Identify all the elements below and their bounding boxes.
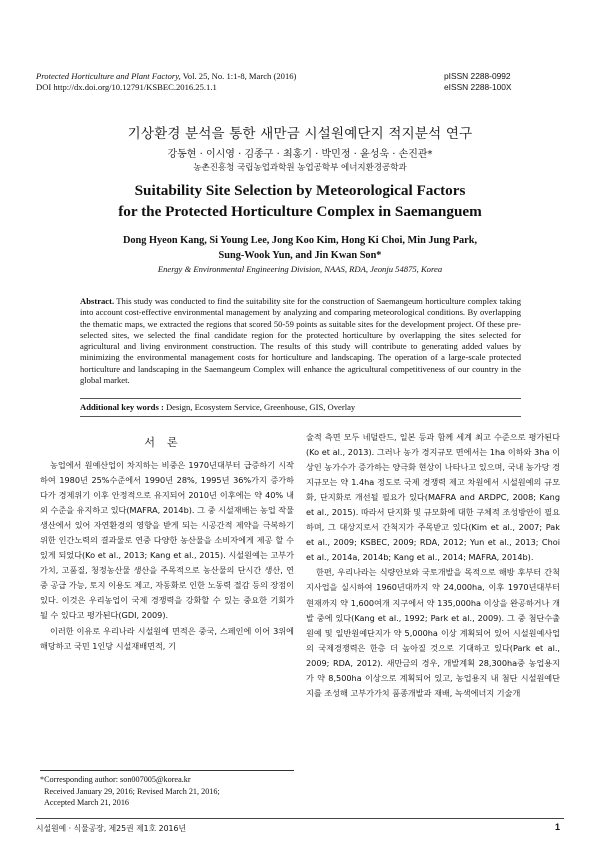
english-title [0, 180, 600, 222]
section-title: 서론 [144, 436, 190, 449]
received-date: Received January 29, 2016; Revised March 21, 2016; [44, 786, 220, 796]
body-paragraph: 한편, 우리나라는 식량안보와 국토개발을 목적으로 해방 후부터 간척지사업을 실시하여 1960년대까지 약 24,000ha, 이후 1970년대부터 현재까지 약 1,600여개 지구에서 약 135,000ha 이상을 완공하거나 개발 중에 있다(Kang et al., 1992; Park et al., 2009). 그 중 첨단수출원예 및 일반원예단지가 약 5,000ha 이상 계획되어 있어 시설원예사업의 국제경쟁력은 한층 더 높아질 것으로 기대하고 있다(Park et al., 2009; RDA, 2012). 새만금의 경우, 개발계획 28,300ha중 농업용지가 약 8,500ha 이상으로 계획되어 있고, 농업용지 내 첨단 시설원예단지를 조성해 고부가가치 품종개발과 재배, 녹색에너지 기술개 [306, 567, 560, 698]
keywords-bottom-rule [80, 416, 521, 417]
journal-name: Protected Horticulture and Plant Factory, [36, 71, 181, 81]
volume-info: Vol. 25, No. 1:1-8, March (2016) [180, 71, 297, 81]
footnote-rule [40, 770, 294, 771]
footer-rule [36, 818, 564, 819]
body-paragraph: 농업에서 원예산업이 차지하는 비중은 1970년대부터 급증하기 시작하여 1980년 25%수준에서 1990년 28%, 1995년 36%가지 증가하다가 경제위기 이후 안정적으로 유지되어 2010년 이후에는 약 40% 내외 수준을 유지하고 있다(MAFRA, 2014b). 그 중 시설재배는 농업 작물 생산에서 있어 자연환경의 영향을 받게 되는 시공간적 제약을 극복하기 위한 인간노력의 결과물로 연중 다양한 농산물을 소비자에게 제공 할 수 있게 되었다(Ko et al., 2013; Kang et al., 2015). 시설원예는 고부가가치, 고품질, 청정농산물 생산을 주목적으로 농산물의 단시간 생산, 연중 공급 가능, 토지 이용도 제고, 자동화로 인한 노동력 절감 등의 장점이 있다. 이것은 우리농업이 국제 경쟁력을 강화할 수 있는 중요한 기회가 될 수 있다고 평가된다(GDI, 2009). [40, 460, 294, 621]
abstract-label: Abstract. [80, 296, 115, 306]
page-number: 1 [554, 822, 560, 832]
eissn: eISSN 2288-100X [444, 82, 512, 92]
citation-line [36, 71, 386, 82]
english-title-line-1: Suitability Site Selection by Meteorological Factors [134, 182, 466, 199]
english-affiliation: Energy & Environmental Engineering Division, NAAS, RDA, Jeonju 54875, Korea [157, 264, 443, 274]
doi-link[interactable]: DOI http://dx.doi.org/10.12791/KSBEC.2016.25.1.1 [36, 82, 217, 92]
english-authors-line-2: Sung-Wook Yun, and Jin Kwan Son* [218, 250, 382, 261]
english-title-line-2: for the Protected Horticulture Complex in Saemanguem [118, 203, 482, 220]
body-column-left [40, 429, 294, 654]
keywords-label: Additional key words : [80, 402, 164, 412]
keywords-top-rule [80, 398, 521, 399]
korean-affiliation: 농촌진흥청 국립농업과학원 농업공학부 에너지환경공학과 [193, 163, 407, 173]
korean-authors: 강동현 · 이시영 · 김종구 · 최홍기 · 박민정 · 윤성욱 · 손진관* [167, 149, 433, 160]
body-column-right [306, 430, 560, 701]
corresponding-author: *Corresponding author: son007005@korea.kr [40, 775, 191, 784]
pissn: pISSN 2288-0992 [444, 71, 511, 81]
footer-journal: 시설원예 · 식물공장, 제25권 제1호 2016년 [36, 824, 186, 833]
abstract-text: This study was conducted to find the suitability site for the construction of Saemangeum horticulture complex taking into account cost-effective environmental management by analyzing and comparing meteorological conditions. By overlapping the thematic maps, we extracted the regions that scored 50-59 points as suitable sites for the development project. Of these pre-selected sites, we selected the final candidate region for the protected horticulture by overlapping the sites selected for agricultural and living environment construction. The results of this study will contribute to generating added values by minimizing the environmental management costs for horticulture and landscaping. The operation of a large-scale protected horticulture and landscaping in the Saemangeum Complex will enhance the agricultural competitiveness of our country in the global market. [80, 296, 521, 386]
keywords [80, 402, 521, 412]
issn-block [444, 71, 564, 93]
korean-title: 기상환경 분석을 통한 새만금 시설원예단지 적지분석 연구 [127, 126, 473, 142]
abstract [80, 296, 521, 386]
body-paragraph: 술적 측면 모두 네덜란드, 일본 등과 함께 세계 최고 수준으로 평가된다(Ko et al., 2013). 그러나 농가 경지규모 면에서는 1ha 이하와 3ha 이상인 농가수가 증가하는 양극화 현상이 나타나고 있으며, 국내 농가당 경지규모는 약 1.4ha 정도로 국제 경쟁력 제고 차원에서 시설원예의 규모화, 단지화로 개선될 필요가 있다(MAFRA and ARDPC, 2008; Kang et al., 2015). 따라서 단지화 및 규모화에 대한 구체적 조성방안이 필요하며, 그 대상지로서 간척지가 주목받고 있다(Kim et al., 2007; Pak et al., 2009; KSBEC, 2009; RDA, 2012; Yun et al., 2013; Choi et al., 2014a, 2014b; Kang et al., 2014; MAFRA, 2014b). [306, 432, 560, 563]
accepted-date: Accepted March 21, 2016 [44, 798, 130, 807]
english-authors-line-1: Dong Hyeon Kang, Si Young Lee, Jong Koo Kim, Hong Ki Choi, Min Jung Park, [122, 235, 478, 246]
journal-header [36, 71, 386, 93]
english-authors [60, 233, 540, 263]
body-paragraph: 이러한 이유로 우리나라 시설원예 면적은 중국, 스페인에 이어 3위에 해당하고 국민 1인당 시설재배면적, 기 [40, 625, 294, 651]
footnote [40, 774, 300, 809]
keywords-text: Design, Ecosystem Service, Greenhouse, GIS, Overlay [163, 402, 356, 412]
